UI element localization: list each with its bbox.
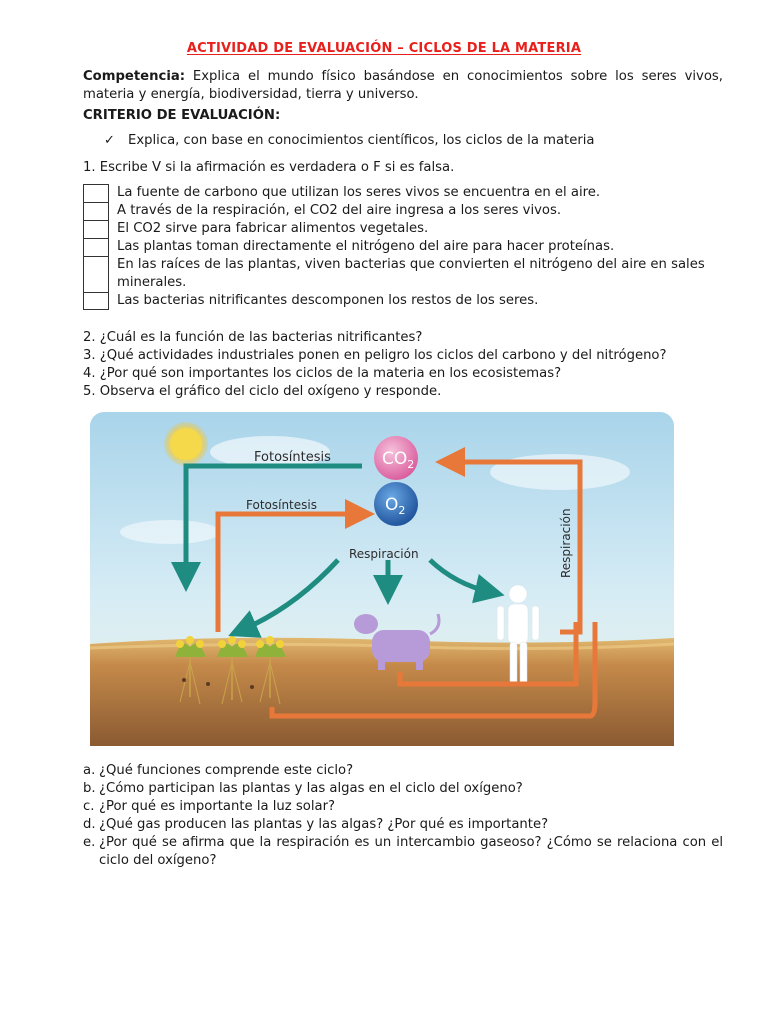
sub-question-label: d. [83, 817, 96, 832]
criterio-heading: CRITERIO DE EVALUACIÓN: [83, 108, 281, 123]
checkmark-icon: ✓ [104, 133, 115, 148]
answer-box[interactable] [83, 220, 109, 238]
statement-text: El CO2 sirve para fabricar alimentos vegetales. [117, 221, 429, 236]
table-row [83, 184, 723, 202]
o2-label: O [385, 495, 399, 515]
sub-question-text: ¿Por qué es importante la luz solar? [99, 799, 336, 814]
page-title: ACTIVIDAD DE EVALUACIÓN – CICLOS DE LA MATERIA [186, 41, 582, 56]
sub-question-label: b. [83, 781, 96, 796]
statement-text: Las plantas toman directamente el nitrógeno del aire para hacer proteínas. [117, 239, 615, 254]
table-row [83, 238, 723, 256]
sub-questions-list [83, 762, 723, 870]
sub-question-label: a. [83, 763, 96, 778]
table-row [83, 202, 723, 220]
question-3: 3. ¿Qué actividades industriales ponen en peligro los ciclos del carbono y del nitrógeno? [83, 348, 667, 363]
sub-question-label: c. [83, 799, 95, 814]
oxygen-cycle-diagram [90, 412, 674, 746]
co2-bubble [374, 436, 418, 480]
answer-box[interactable] [83, 256, 109, 292]
statement-text: La fuente de carbono que utilizan los seres vivos se encuentra en el aire. [117, 185, 601, 200]
sub-question-text: ¿Qué funciones comprende este ciclo? [99, 763, 354, 778]
competencia-label: Competencia: [83, 69, 186, 84]
o2-bubble [374, 482, 418, 526]
label-respiracion-vertical: Respiración [559, 508, 573, 578]
answer-box[interactable] [83, 202, 109, 220]
sub-question-a [83, 762, 723, 780]
competencia-paragraph [83, 68, 723, 103]
sub-question-c [83, 798, 723, 816]
answer-box[interactable] [83, 184, 109, 202]
questions-list [83, 329, 723, 401]
table-row [83, 220, 723, 238]
answer-box[interactable] [83, 238, 109, 256]
table-row [83, 256, 723, 292]
question-5: 5. Observa el gráfico del ciclo del oxígeno y responde. [83, 384, 442, 399]
table-row [83, 292, 723, 310]
competencia-text: Explica el mundo físico basándose en conocimientos sobre los seres vivos, materia y energía, biodiversidad, tierra y universo. [83, 69, 723, 102]
o2-subscript: 2 [398, 504, 406, 517]
statement-text: En las raíces de las plantas, viven bacterias que convierten el nitrógeno del aire en sales minerales. [117, 257, 705, 290]
answer-box[interactable] [83, 292, 109, 310]
sub-question-text: ¿Cómo participan las plantas y las algas en el ciclo del oxígeno? [99, 781, 523, 796]
criterio-item-text: Explica, con base en conocimientos científicos, los ciclos de la materia [128, 133, 595, 148]
question-4: 4. ¿Por qué son importantes los ciclos de la materia en los ecosistemas? [83, 366, 562, 381]
sub-question-b [83, 780, 723, 798]
statement-text: A través de la respiración, el CO2 del aire ingresa a los seres vivos. [117, 203, 562, 218]
statement-text: Las bacterias nitrificantes descomponen los restos de los seres. [117, 293, 539, 308]
label-fotosintesis-mid: Fotosíntesis [246, 498, 317, 512]
sub-question-text: ¿Por qué se afirma que la respiración es un intercambio gaseoso? ¿Cómo se relaciona con el ciclo del oxígeno? [99, 835, 723, 868]
sub-question-e [83, 834, 723, 870]
sub-question-d [83, 816, 723, 834]
sub-question-text: ¿Qué gas producen las plantas y las algas? ¿Por qué es importante? [99, 817, 549, 832]
co2-label: CO [382, 449, 408, 469]
sub-question-label: e. [83, 835, 96, 850]
co2-subscript: 2 [407, 458, 415, 471]
question-1: 1. Escribe V si la afirmación es verdadera o F si es falsa. [83, 160, 455, 175]
label-fotosintesis-top: Fotosíntesis [254, 450, 331, 465]
true-false-table [83, 184, 723, 310]
label-respiracion: Respiración [349, 547, 419, 561]
question-2: 2. ¿Cuál es la función de las bacterias nitrificantes? [83, 330, 423, 345]
